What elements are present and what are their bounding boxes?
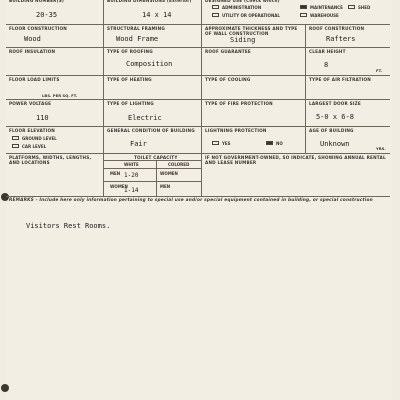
toilet-capacity-label: TOILET CAPACITY: [134, 155, 178, 160]
fire-protection-cell: [202, 99, 306, 126]
designed-use-label: DESIGNED USE (Check which): [205, 0, 280, 3]
power-voltage-cell: [6, 99, 104, 126]
roof-guarantee-cell: [202, 47, 306, 75]
type-of-cooling-label: TYPE OF COOLING: [205, 77, 251, 82]
toilet-women-colored-label: WOMEN: [160, 171, 178, 176]
floor-elevation-cell: [6, 126, 104, 153]
general-condition-value: Fair: [130, 140, 147, 148]
lightning-yes-label: YES: [222, 141, 231, 146]
age-of-building-label: AGE OF BUILDING: [309, 128, 354, 133]
general-condition-cell: [104, 126, 202, 153]
utility-checkbox[interactable]: [212, 13, 219, 17]
utility-option-label: UTILITY OR OPERATIONAL: [222, 13, 280, 18]
remarks-section: [6, 196, 390, 400]
toilet-women-label: WOMEN: [110, 184, 128, 189]
roof-construction-value: Rafters: [326, 35, 356, 43]
clear-height-label: CLEAR HEIGHT: [309, 49, 346, 54]
lightning-yes-checkbox[interactable]: [212, 141, 219, 145]
largest-door-size-label: LARGEST DOOR SIZE: [309, 101, 361, 106]
floor-construction-cell: [6, 24, 104, 47]
ownership-note-label: IF NOT GOVERNMENT-OWNED, SO INDICATE, SHOWING ANNUAL RENTAL AND LEASE NUMBER: [205, 155, 386, 165]
ground-level-option-label: GROUND LEVEL: [22, 136, 57, 141]
lightning-protection-cell: [202, 126, 306, 153]
roof-construction-label: ROOF CONSTRUCTION: [309, 26, 365, 31]
wall-construction-cell: [202, 24, 306, 47]
general-condition-label: GENERAL CONDITION OF BUILDING: [107, 128, 195, 133]
power-voltage-label: POWER VOLTAGE: [9, 101, 52, 106]
shed-checkbox[interactable]: [348, 5, 355, 9]
clear-height-value: 8: [324, 61, 329, 69]
remarks-label: REMARKS - Include here only information pertaining to special use and/or special equipment contained in building, or special construction: [9, 198, 373, 203]
roof-insulation-label: ROOF INSULATION: [9, 49, 56, 54]
age-of-building-cell: [306, 126, 390, 153]
roof-construction-cell: [306, 24, 390, 47]
age-of-building-value: Unknown: [320, 140, 350, 148]
toilet-capacity-cell: [104, 153, 202, 196]
warehouse-option-label: WAREHOUSE: [310, 13, 339, 18]
type-of-lighting-label: TYPE OF LIGHTING: [107, 101, 154, 106]
wall-construction-label: APPROXIMATE THICKNESS AND TYPE OF WALL CONSTRUCTION: [205, 26, 298, 36]
wall-construction-value: Siding: [230, 36, 256, 44]
toilet-men-white-value: 1-20: [124, 172, 139, 179]
building-dimensions-value: 14 x 14: [142, 11, 172, 19]
row-building-id: [6, 0, 390, 25]
floor-load-limits-label: FLOOR LOAD LIMITS: [9, 77, 60, 82]
ground-level-checkbox[interactable]: [12, 136, 19, 140]
lightning-protection-label: LIGHTNING PROTECTION: [205, 128, 267, 133]
administration-checkbox[interactable]: [212, 5, 219, 9]
fire-protection-label: TYPE OF FIRE PROTECTION: [205, 101, 273, 106]
administration-option-label: ADMINISTRATION: [222, 5, 262, 10]
type-of-roofing-value: Composition: [126, 60, 173, 68]
row-condition: [6, 126, 390, 154]
type-of-lighting-cell: [104, 99, 202, 126]
toilet-men-colored-label: MEN: [160, 184, 171, 189]
row-electrical: [6, 99, 390, 127]
structural-framing-cell: [104, 24, 202, 47]
car-level-checkbox[interactable]: [12, 144, 19, 148]
largest-door-size-value: 5-0 x 6-8: [316, 113, 354, 121]
shed-option-label: SHED: [358, 5, 371, 10]
power-voltage-value: 110: [36, 114, 49, 122]
platforms-cell: [6, 153, 104, 196]
row-facilities: [6, 153, 390, 197]
air-filtration-label: TYPE OF AIR FILTRATION: [309, 77, 371, 82]
clear-height-unit: FT.: [376, 68, 383, 73]
building-dimensions-cell: [104, 0, 202, 24]
lightning-no-label: NO: [276, 141, 283, 146]
designed-use-cell: [202, 0, 390, 24]
maintenance-checkbox-checked[interactable]: [300, 5, 307, 9]
toilet-colored-header: COLORED: [168, 162, 190, 167]
floor-elevation-label: FLOOR ELEVATION: [9, 128, 55, 133]
row-utilities: [6, 75, 390, 100]
structural-framing-value: Wood Frame: [116, 35, 159, 43]
car-level-option-label: CAR LEVEL: [22, 144, 47, 149]
maintenance-option-label: MAINTENANCE: [310, 5, 343, 10]
roof-insulation-cell: [6, 47, 104, 75]
building-number-value: 20-35: [36, 11, 58, 19]
floor-load-limits-cell: [6, 75, 104, 99]
type-of-lighting-value: Electric: [128, 114, 162, 122]
air-filtration-cell: [306, 75, 390, 99]
floor-construction-value: Wood: [24, 35, 41, 43]
age-of-building-unit: YRS.: [376, 146, 386, 151]
toilet-white-header: WHITE: [124, 162, 139, 167]
type-of-heating-label: TYPE OF HEATING: [107, 77, 152, 82]
roof-guarantee-label: ROOF GUARANTEE: [205, 49, 251, 54]
warehouse-checkbox[interactable]: [300, 13, 307, 17]
clear-height-cell: [306, 47, 390, 75]
row-roof: [6, 47, 390, 76]
row-construction: [6, 24, 390, 48]
floor-construction-label: FLOOR CONSTRUCTION: [9, 26, 67, 31]
type-of-roofing-label: TYPE OF ROOFING: [107, 49, 153, 54]
building-dimensions-label: BUILDING DIMENSIONS (Exterior): [107, 0, 192, 3]
floor-load-limits-unit: LBS. PER SQ. FT.: [42, 93, 78, 98]
toilet-men-label: MEN: [110, 171, 121, 176]
type-of-heating-cell: [104, 75, 202, 99]
type-of-roofing-cell: [104, 47, 202, 75]
largest-door-size-cell: [306, 99, 390, 126]
ownership-cell: [202, 153, 390, 196]
lightning-no-checkbox-checked[interactable]: [266, 141, 273, 145]
structural-framing-label: STRUCTURAL FRAMING: [107, 26, 166, 31]
platforms-label: PLATFORMS, WIDTHS, LENGTHS, AND LOCATIONS: [9, 155, 92, 165]
type-of-cooling-cell: [202, 75, 306, 99]
building-number-label: BUILDING NUMBER(S): [9, 0, 65, 3]
remarks-value: Visitors Rest Rooms.: [26, 222, 111, 230]
building-number-cell: [6, 0, 104, 24]
toilet-women-white-value: 1-14: [124, 187, 139, 194]
